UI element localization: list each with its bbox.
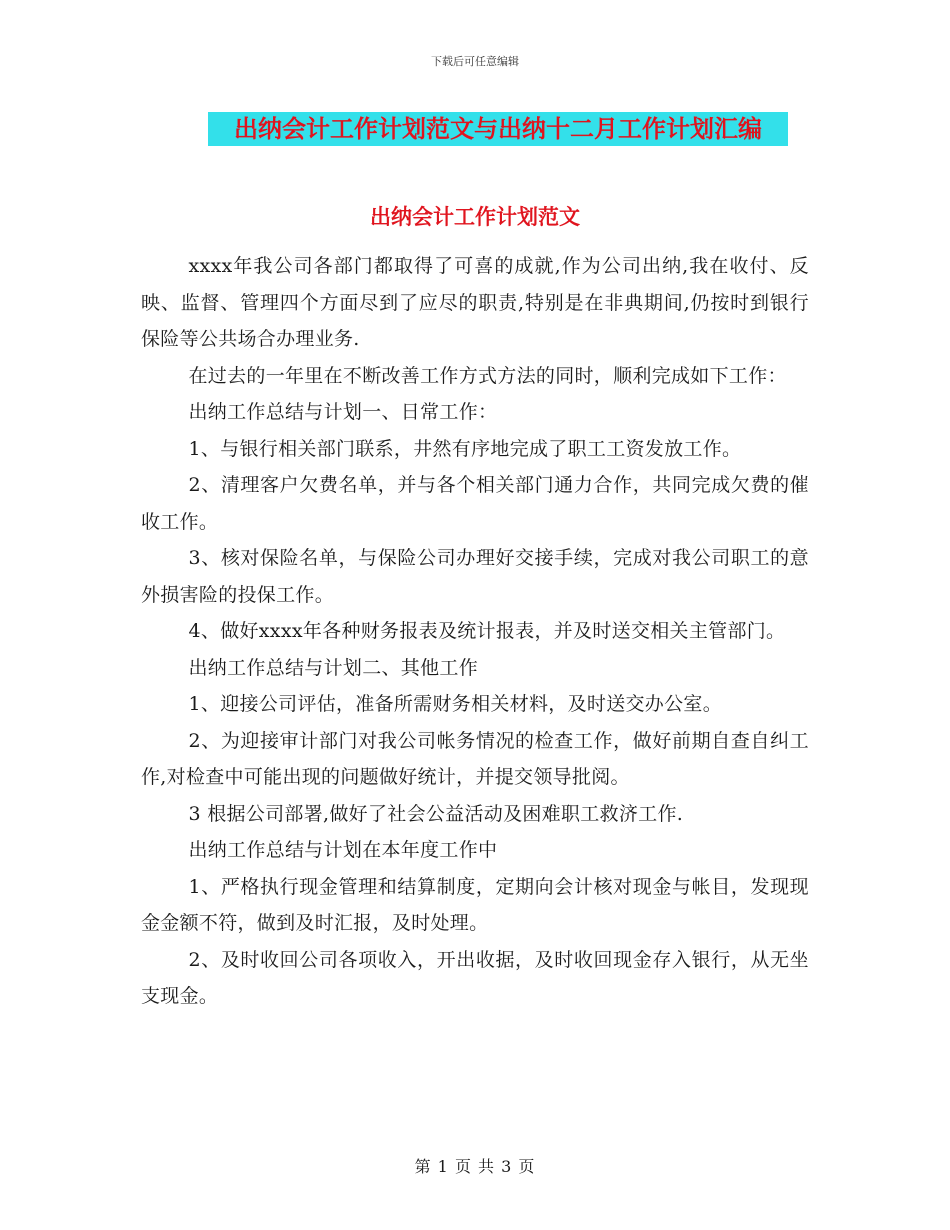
paragraph: 1、迎接公司评估，准备所需财务相关材料，及时送交办公室。: [188, 693, 722, 715]
section-title: 出纳会计工作计划范文: [370, 205, 580, 229]
paragraph: 出纳工作总结与计划二、其他工作: [188, 656, 479, 679]
paragraph: 1、严格执行现金管理和结算制度，定期向会计核对现金与帐目，发现现金金额不符，做到及时汇报，及时处理。: [141, 875, 809, 934]
paragraph: 3 根据公司部署,做好了社会公益活动及困难职工救济工作.: [188, 802, 684, 825]
paragraph: 2、清理客户欠费名单，并与各个相关部门通力合作，共同完成欠费的催收工作。: [141, 474, 809, 533]
paragraph: 4、做好xxxx年各种财务报表及统计报表，并及时送交相关主管部门。: [188, 620, 786, 642]
paragraph: 2、为迎接审计部门对我公司帐务情况的检查工作，做好前期自查自纠工作,对检查中可能出现的问题做好统计，并提交领导批阅。: [141, 729, 809, 788]
page-footer: 第 1 页 共 3 页: [414, 1157, 536, 1176]
document-title: 出纳会计工作计划范文与出纳十二月工作计划汇编: [208, 112, 788, 146]
paragraph: xxxx年我公司各部门都取得了可喜的成就,作为公司出纳,我在收付、反映、监督、管理四个方面尽到了应尽的职责,特别是在非典期间,仍按时到银行保险等公共场合办理业务.: [141, 255, 809, 350]
paragraph: 出纳工作总结与计划在本年度工作中: [188, 839, 498, 861]
paragraph: 2、及时收回公司各项收入，开出收据，及时收回现金存入银行，从无坐支现金。: [141, 948, 809, 1007]
paragraph: 3、核对保险名单，与保险公司办理好交接手续，完成对我公司职工的意外损害险的投保工作。: [141, 547, 809, 606]
paragraph: 在过去的一年里在不断改善工作方式方法的同时，顺利完成如下工作：: [188, 364, 787, 387]
document-body: [141, 248, 809, 1015]
paragraph: 出纳工作总结与计划一、日常工作：: [188, 401, 498, 423]
header-note: 下载后可任意编辑: [431, 55, 519, 68]
paragraph: 1、与银行相关部门联系，井然有序地完成了职工工资发放工作。: [188, 437, 742, 460]
